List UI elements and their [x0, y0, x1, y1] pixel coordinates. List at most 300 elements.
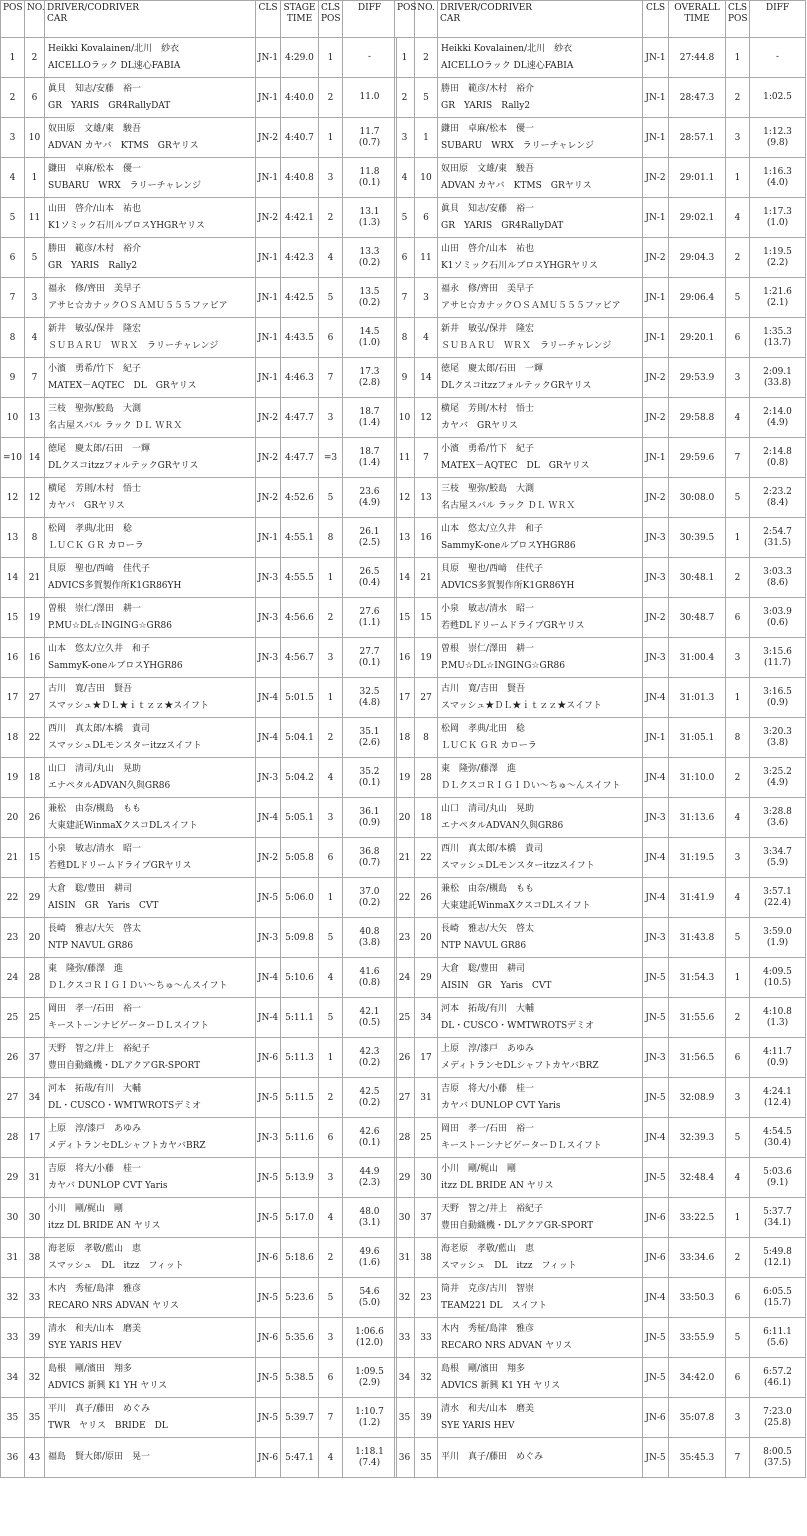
diff-value: 1:19.5 — [763, 246, 792, 257]
diff-sub: (3.8) — [358, 937, 381, 948]
driver-name: 兼松 由奈/槻島 もも — [441, 883, 535, 894]
cell-time: 5:05.8 — [281, 838, 319, 878]
cell-diff — [750, 1238, 806, 1278]
cell-pos: 5 — [1, 198, 25, 238]
diff-sub: (34.1) — [763, 1217, 792, 1228]
driver-name: 天野 智之/井上 裕紀子 — [441, 1203, 544, 1214]
cell-diff — [343, 398, 397, 438]
diff-sub: (5.6) — [766, 1337, 789, 1348]
cell-cls-pos: 3 — [319, 1158, 343, 1198]
cell-cls: JN-6 — [643, 1238, 669, 1278]
driver-name: 小川 剛/梶山 剛 — [441, 1163, 517, 1174]
driver-name: Heikki Kovalainen/北川 紗衣 — [441, 43, 573, 54]
cell-cls: JN-6 — [643, 1198, 669, 1238]
table-row — [395, 638, 806, 678]
cell-no: 38 — [25, 1238, 45, 1278]
driver-name: 曽根 崇仁/澤田 耕一 — [48, 603, 142, 614]
car-name: メディトランセDLシャフトカヤバBRZ — [48, 1140, 206, 1151]
cell-diff — [750, 38, 806, 78]
cell-pos: 27 — [395, 1078, 415, 1118]
table-row — [395, 878, 806, 918]
diff-sub: (30.4) — [763, 1137, 792, 1148]
cell-driver-car — [45, 918, 256, 958]
cell-cls-pos: 5 — [319, 998, 343, 1038]
diff-sub: (9.1) — [766, 1177, 789, 1188]
cell-no: 39 — [415, 1398, 438, 1438]
car-name: SUBARU WRX ラリーチャレンジ — [48, 180, 201, 191]
cell-pos: 32 — [1, 1278, 25, 1318]
diff-sub: (15.7) — [763, 1297, 792, 1308]
diff-value: 1:06.6 — [355, 1326, 384, 1337]
cell-cls: JN-3 — [256, 1118, 281, 1158]
cell-cls-pos: 4 — [319, 1438, 343, 1478]
cell-no: 37 — [415, 1198, 438, 1238]
cell-cls-pos: 6 — [726, 1358, 750, 1398]
cell-cls-pos: 4 — [319, 958, 343, 998]
car-name: AICELLOラック DL速心FABIA — [441, 60, 574, 71]
cell-diff — [750, 358, 806, 398]
car-name: NTP NAVUL GR86 — [441, 940, 527, 951]
cell-pos: 10 — [395, 398, 415, 438]
cell-cls: JN-5 — [643, 958, 669, 998]
cell-cls: JN-5 — [643, 1358, 669, 1398]
cell-cls: JN-5 — [256, 1198, 281, 1238]
diff-value: 2:54.7 — [763, 526, 792, 537]
cell-cls-pos: 4 — [726, 398, 750, 438]
cell-cls-pos: 3 — [726, 838, 750, 878]
cell-diff — [343, 638, 397, 678]
driver-name: 小濱 勇希/竹下 紀子 — [441, 443, 535, 454]
cell-cls-pos: 3 — [319, 398, 343, 438]
cell-time: 4:40.7 — [281, 118, 319, 158]
diff-value: 42.6 — [359, 1126, 380, 1137]
cell-time: 5:06.0 — [281, 878, 319, 918]
cell-time: 32:39.3 — [669, 1118, 726, 1158]
diff-value: 6:05.5 — [763, 1286, 792, 1297]
cell-driver-car — [438, 558, 643, 598]
cell-diff — [343, 518, 397, 558]
diff-value: 4:54.5 — [763, 1126, 792, 1137]
car-name: エナペタルADVAN久與GR86 — [48, 780, 171, 791]
diff-sub: (0.7) — [358, 857, 381, 868]
cell-cls-pos: 1 — [726, 158, 750, 198]
car-name: RECARO NRS ADVAN ヤリス — [48, 1300, 179, 1311]
header-cls-pos: CLS POS — [726, 1, 750, 38]
car-name: RECARO NRS ADVAN ヤリス — [441, 1340, 572, 1351]
diff-sub: (1.0) — [358, 337, 381, 348]
cell-diff — [343, 918, 397, 958]
car-name: 大東建託WinmaXクスコDLスイフト — [441, 900, 591, 911]
cell-no: 35 — [415, 1438, 438, 1478]
cell-driver-car — [438, 638, 643, 678]
cell-cls-pos: 5 — [319, 918, 343, 958]
cell-time: 29:04.3 — [669, 238, 726, 278]
cell-driver-car — [45, 758, 256, 798]
cell-no: 15 — [25, 838, 45, 878]
car-name: ADVAN カヤバ KTMS GRヤリス — [48, 140, 199, 151]
cell-no: 17 — [415, 1038, 438, 1078]
cell-cls: JN-5 — [643, 1438, 669, 1478]
cell-pos: 31 — [1, 1238, 25, 1278]
cell-driver-car — [45, 1078, 256, 1118]
cell-no: 8 — [25, 518, 45, 558]
diff-sub: (2.8) — [358, 377, 381, 388]
driver-name: 河本 拓哉/有川 大輔 — [441, 1003, 535, 1014]
car-name: DL・CUSCO・WMTWROTSデミオ — [441, 1020, 595, 1031]
diff-value: 4:10.8 — [763, 1006, 792, 1017]
car-name: GR YARIS GR4RallyDAT — [441, 220, 564, 231]
header-cls: CLS — [643, 1, 669, 38]
cell-pos: 17 — [1, 678, 25, 718]
cell-pos: 23 — [1, 918, 25, 958]
cell-no: 4 — [25, 318, 45, 358]
table-header — [1, 1, 397, 38]
car-name: DLクスコitzzフォルテックGRヤリス — [48, 460, 199, 471]
cell-cls-pos: 7 — [726, 1438, 750, 1478]
diff-sub: (2.3) — [358, 1177, 381, 1188]
cell-time: 34:42.0 — [669, 1358, 726, 1398]
cell-no: 13 — [25, 398, 45, 438]
diff-value: 11.0 — [359, 92, 380, 102]
header-driver: DRIVER/CODRIVER — [47, 3, 140, 13]
cell-cls: JN-1 — [643, 278, 669, 318]
cell-no: 19 — [415, 638, 438, 678]
diff-sub: (0.1) — [358, 177, 381, 188]
cell-diff — [750, 638, 806, 678]
cell-driver-car — [45, 798, 256, 838]
cell-time: 30:39.5 — [669, 518, 726, 558]
diff-sub: (11.7) — [763, 657, 792, 668]
diff-sub: (12.0) — [355, 1337, 384, 1348]
table-row — [1, 198, 397, 238]
diff-sub: (1.4) — [358, 417, 381, 428]
cell-time: 5:11.3 — [281, 1038, 319, 1078]
cell-time: 4:55.1 — [281, 518, 319, 558]
car-name: アサヒ☆カナックＯＳＡＭＵ５５５ファビア — [441, 300, 621, 311]
cell-diff — [750, 1438, 806, 1478]
diff-sub: (0.7) — [358, 137, 381, 148]
cell-diff — [750, 478, 806, 518]
car-name: P.MU☆DL☆INGING☆GR86 — [441, 660, 565, 671]
table-row — [1, 1358, 397, 1398]
driver-name: 海老原 孝敬/藍山 恵 — [48, 1243, 142, 1254]
table-header — [395, 1, 806, 38]
cell-pos: 34 — [1, 1358, 25, 1398]
cell-driver-car — [45, 1318, 256, 1358]
driver-name: 古川 寛/吉田 賢吾 — [441, 683, 526, 694]
cell-diff — [750, 838, 806, 878]
cell-cls-pos: 3 — [726, 638, 750, 678]
car-name: メディトランセDLシャフトカヤバBRZ — [441, 1060, 599, 1071]
cell-driver-car — [45, 598, 256, 638]
cell-driver-car — [45, 358, 256, 398]
driver-name: 松岡 孝典/北田 稔 — [441, 723, 526, 734]
table-row — [395, 78, 806, 118]
car-name: キーストーンナビゲーターＤＬスイフト — [441, 1140, 602, 1151]
table-row — [395, 1318, 806, 1358]
cell-cls-pos: 2 — [319, 598, 343, 638]
cell-driver-car — [438, 198, 643, 238]
cell-cls: JN-3 — [256, 558, 281, 598]
cell-cls: JN-2 — [643, 238, 669, 278]
cell-diff — [343, 1238, 397, 1278]
cell-no: 5 — [415, 78, 438, 118]
driver-name: 木内 秀柾/島津 雅彦 — [441, 1323, 535, 1334]
table-row — [1, 78, 397, 118]
header-driver-car — [45, 1, 256, 38]
cell-cls-pos: 1 — [319, 38, 343, 78]
diff-value: 36.8 — [359, 846, 380, 857]
header-pos: POS — [1, 1, 25, 38]
cell-time: 5:11.1 — [281, 998, 319, 1038]
diff-sub: (22.4) — [763, 897, 792, 908]
table-row — [395, 1278, 806, 1318]
cell-driver-car — [438, 1238, 643, 1278]
diff-sub: (2.2) — [766, 257, 789, 268]
diff-sub: (0.2) — [358, 1097, 381, 1108]
table-row — [1, 878, 397, 918]
header-diff: DIFF — [750, 1, 806, 38]
diff-value: 35.1 — [359, 726, 380, 737]
cell-diff — [750, 878, 806, 918]
diff-value: 11.8 — [359, 166, 380, 177]
diff-sub: (1.3) — [766, 1017, 789, 1028]
cell-cls-pos: 2 — [726, 558, 750, 598]
cell-time: 29:20.1 — [669, 318, 726, 358]
diff-value: 42.5 — [359, 1086, 380, 1097]
car-name: GR YARIS Rally2 — [48, 260, 138, 271]
driver-name: 徳尾 慶太郎/石田 一輝 — [441, 363, 544, 374]
car-name: 若甦DLドリームドライブGRヤリス — [48, 860, 192, 871]
cell-pos: 32 — [395, 1278, 415, 1318]
cell-driver-car — [438, 1278, 643, 1318]
cell-time: 4:29.0 — [281, 38, 319, 78]
diff-sub: (4.8) — [358, 697, 381, 708]
diff-sub: (4.9) — [358, 497, 381, 508]
cell-diff — [343, 1278, 397, 1318]
cell-diff — [343, 1438, 397, 1478]
cell-cls: JN-1 — [256, 158, 281, 198]
table-row — [395, 1118, 806, 1158]
cell-cls-pos: 2 — [319, 1238, 343, 1278]
cell-no: 18 — [25, 758, 45, 798]
cell-pos: 29 — [1, 1158, 25, 1198]
driver-name: 小濱 勇希/竹下 紀子 — [48, 363, 142, 374]
table-row — [395, 278, 806, 318]
cell-diff — [750, 958, 806, 998]
diff-value: 1:17.3 — [763, 206, 792, 217]
cell-pos: 19 — [1, 758, 25, 798]
cell-diff — [750, 278, 806, 318]
car-name: キーストーンナビゲーターＤＬスイフト — [48, 1020, 209, 1031]
driver-name: 木内 秀柾/島津 雅彦 — [48, 1283, 142, 1294]
cell-time: 5:01.5 — [281, 678, 319, 718]
cell-diff — [343, 1078, 397, 1118]
cell-time: 4:42.5 — [281, 278, 319, 318]
cell-pos: 28 — [1, 1118, 25, 1158]
cell-pos: =10 — [1, 438, 25, 478]
driver-name: 清水 和夫/山本 磨美 — [48, 1323, 142, 1334]
cell-no: 33 — [25, 1278, 45, 1318]
header-no: NO. — [415, 1, 438, 38]
table-row — [395, 838, 806, 878]
car-name: ADVICS 新興 K1 YH ヤリス — [48, 1380, 168, 1391]
cell-pos: 36 — [1, 1438, 25, 1478]
table-row — [1, 798, 397, 838]
cell-driver-car — [45, 78, 256, 118]
cell-cls: JN-1 — [643, 78, 669, 118]
car-name: 名古屋スバル ラック ＤＬ ＷＲＸ — [441, 500, 576, 511]
cell-no: 28 — [415, 758, 438, 798]
diff-value: 3:16.5 — [763, 686, 792, 697]
driver-name: 勝田 範彦/木村 裕介 — [48, 243, 142, 254]
cell-time: 29:58.8 — [669, 398, 726, 438]
cell-no: 26 — [25, 798, 45, 838]
diff-sub: (0.2) — [358, 897, 381, 908]
cell-cls: JN-1 — [643, 718, 669, 758]
cell-diff — [343, 1358, 397, 1398]
driver-name: 兼松 由奈/槻島 もも — [48, 803, 142, 814]
cell-driver-car — [438, 918, 643, 958]
cell-pos: 25 — [1, 998, 25, 1038]
driver-name: 三枝 聖弥/鮫島 大測 — [441, 483, 535, 494]
cell-pos: 3 — [395, 118, 415, 158]
diff-value: 3:15.6 — [763, 646, 792, 657]
cell-pos: 23 — [395, 918, 415, 958]
cell-driver-car — [45, 1278, 256, 1318]
cell-no: 22 — [25, 718, 45, 758]
diff-value: 8:00.5 — [763, 1446, 792, 1457]
cell-pos: 30 — [1, 1198, 25, 1238]
table-row — [395, 1158, 806, 1198]
cell-diff — [343, 118, 397, 158]
diff-sub: (1.9) — [766, 937, 789, 948]
cell-cls: JN-4 — [643, 678, 669, 718]
cell-driver-car — [438, 518, 643, 558]
cell-time: 5:05.1 — [281, 798, 319, 838]
cell-no: 27 — [415, 678, 438, 718]
cell-cls: JN-4 — [256, 958, 281, 998]
table-row — [395, 1398, 806, 1438]
cell-cls-pos: 6 — [319, 838, 343, 878]
cell-time: 29:06.4 — [669, 278, 726, 318]
car-name: TWR ヤリス BRIDE DL — [48, 1420, 168, 1431]
driver-name: 筒井 克彦/古川 智崇 — [441, 1283, 535, 1294]
driver-name: 新井 敏弘/保井 隆宏 — [441, 323, 535, 334]
table-row — [1, 1158, 397, 1198]
cell-diff — [343, 478, 397, 518]
cell-diff — [343, 438, 397, 478]
cell-diff — [343, 798, 397, 838]
cell-time: 4:52.6 — [281, 478, 319, 518]
cell-time: 5:09.8 — [281, 918, 319, 958]
cell-time: 31:55.6 — [669, 998, 726, 1038]
diff-sub: (0.8) — [766, 457, 789, 468]
driver-name: 山田 啓介/山本 祐也 — [48, 203, 142, 214]
table-row — [1, 638, 397, 678]
diff-value: 3:57.1 — [763, 886, 792, 897]
car-name: 大東建託WinmaXクスコDLスイフト — [48, 820, 198, 831]
table-row — [395, 998, 806, 1038]
cell-time: 4:47.7 — [281, 398, 319, 438]
cell-time: 29:53.9 — [669, 358, 726, 398]
cell-cls: JN-3 — [643, 798, 669, 838]
car-name: ＤＬクスコＲＩＧＩＤい〜ちゅ〜んスイフト — [48, 980, 228, 991]
cell-cls-pos: 5 — [726, 918, 750, 958]
cell-pos: 28 — [395, 1118, 415, 1158]
cell-driver-car — [45, 1438, 256, 1478]
diff-sub: (10.5) — [763, 977, 792, 988]
diff-sub: (0.5) — [358, 1017, 381, 1028]
cell-cls: JN-1 — [256, 518, 281, 558]
cell-no: 6 — [415, 198, 438, 238]
table-row — [395, 1198, 806, 1238]
cell-no: 15 — [415, 598, 438, 638]
cell-cls: JN-4 — [643, 1278, 669, 1318]
cell-cls: JN-2 — [256, 838, 281, 878]
diff-sub: (0.8) — [358, 977, 381, 988]
cell-cls-pos: 4 — [726, 798, 750, 838]
diff-value: 1:18.1 — [355, 1446, 384, 1457]
cell-cls-pos: 5 — [726, 1118, 750, 1158]
cell-pos: 2 — [395, 78, 415, 118]
cell-cls: JN-3 — [256, 918, 281, 958]
driver-name: 河本 拓哉/有川 大輔 — [48, 1083, 142, 1094]
cell-cls: JN-4 — [643, 1118, 669, 1158]
driver-name: 松岡 孝典/北田 稔 — [48, 523, 133, 534]
diff-value: 48.0 — [359, 1206, 380, 1217]
cell-cls-pos: 1 — [726, 38, 750, 78]
cell-diff — [750, 1278, 806, 1318]
cell-cls-pos: 1 — [319, 678, 343, 718]
driver-name: 吉原 将大/小藤 桂一 — [48, 1163, 142, 1174]
cell-cls: JN-5 — [256, 1078, 281, 1118]
cell-cls: JN-4 — [643, 758, 669, 798]
cell-driver-car — [438, 238, 643, 278]
cell-cls: JN-2 — [256, 118, 281, 158]
cell-diff — [343, 158, 397, 198]
diff-value: 3:28.8 — [763, 806, 792, 817]
table-row — [1, 1118, 397, 1158]
diff-value: 44.9 — [359, 1166, 380, 1177]
cell-no: 11 — [25, 198, 45, 238]
car-name: 豊田自動織機・DLアクアGR-SPORT — [441, 1220, 594, 1231]
diff-sub: (3.8) — [766, 737, 789, 748]
driver-name: 古川 寛/吉田 賢吾 — [48, 683, 133, 694]
diff-value: 35.2 — [359, 766, 380, 777]
table-row — [395, 718, 806, 758]
diff-sub: (4.9) — [766, 417, 789, 428]
cell-time: 4:55.5 — [281, 558, 319, 598]
cell-diff — [750, 118, 806, 158]
header-no: NO. — [25, 1, 45, 38]
diff-sub: (4.0) — [766, 177, 789, 188]
cell-time: 29:59.6 — [669, 438, 726, 478]
cell-cls-pos: 3 — [726, 1398, 750, 1438]
cell-cls: JN-1 — [643, 118, 669, 158]
table-row — [1, 238, 397, 278]
cell-diff — [343, 1118, 397, 1158]
cell-pos: 18 — [1, 718, 25, 758]
diff-sub: (0.6) — [766, 617, 789, 628]
table-row — [1, 558, 397, 598]
cell-pos: 9 — [395, 358, 415, 398]
cell-time: 4:56.7 — [281, 638, 319, 678]
cell-diff — [750, 678, 806, 718]
car-name: itzz DL BRIDE AN ヤリス — [48, 1220, 161, 1231]
cell-driver-car — [45, 198, 256, 238]
cell-no: 33 — [415, 1318, 438, 1358]
